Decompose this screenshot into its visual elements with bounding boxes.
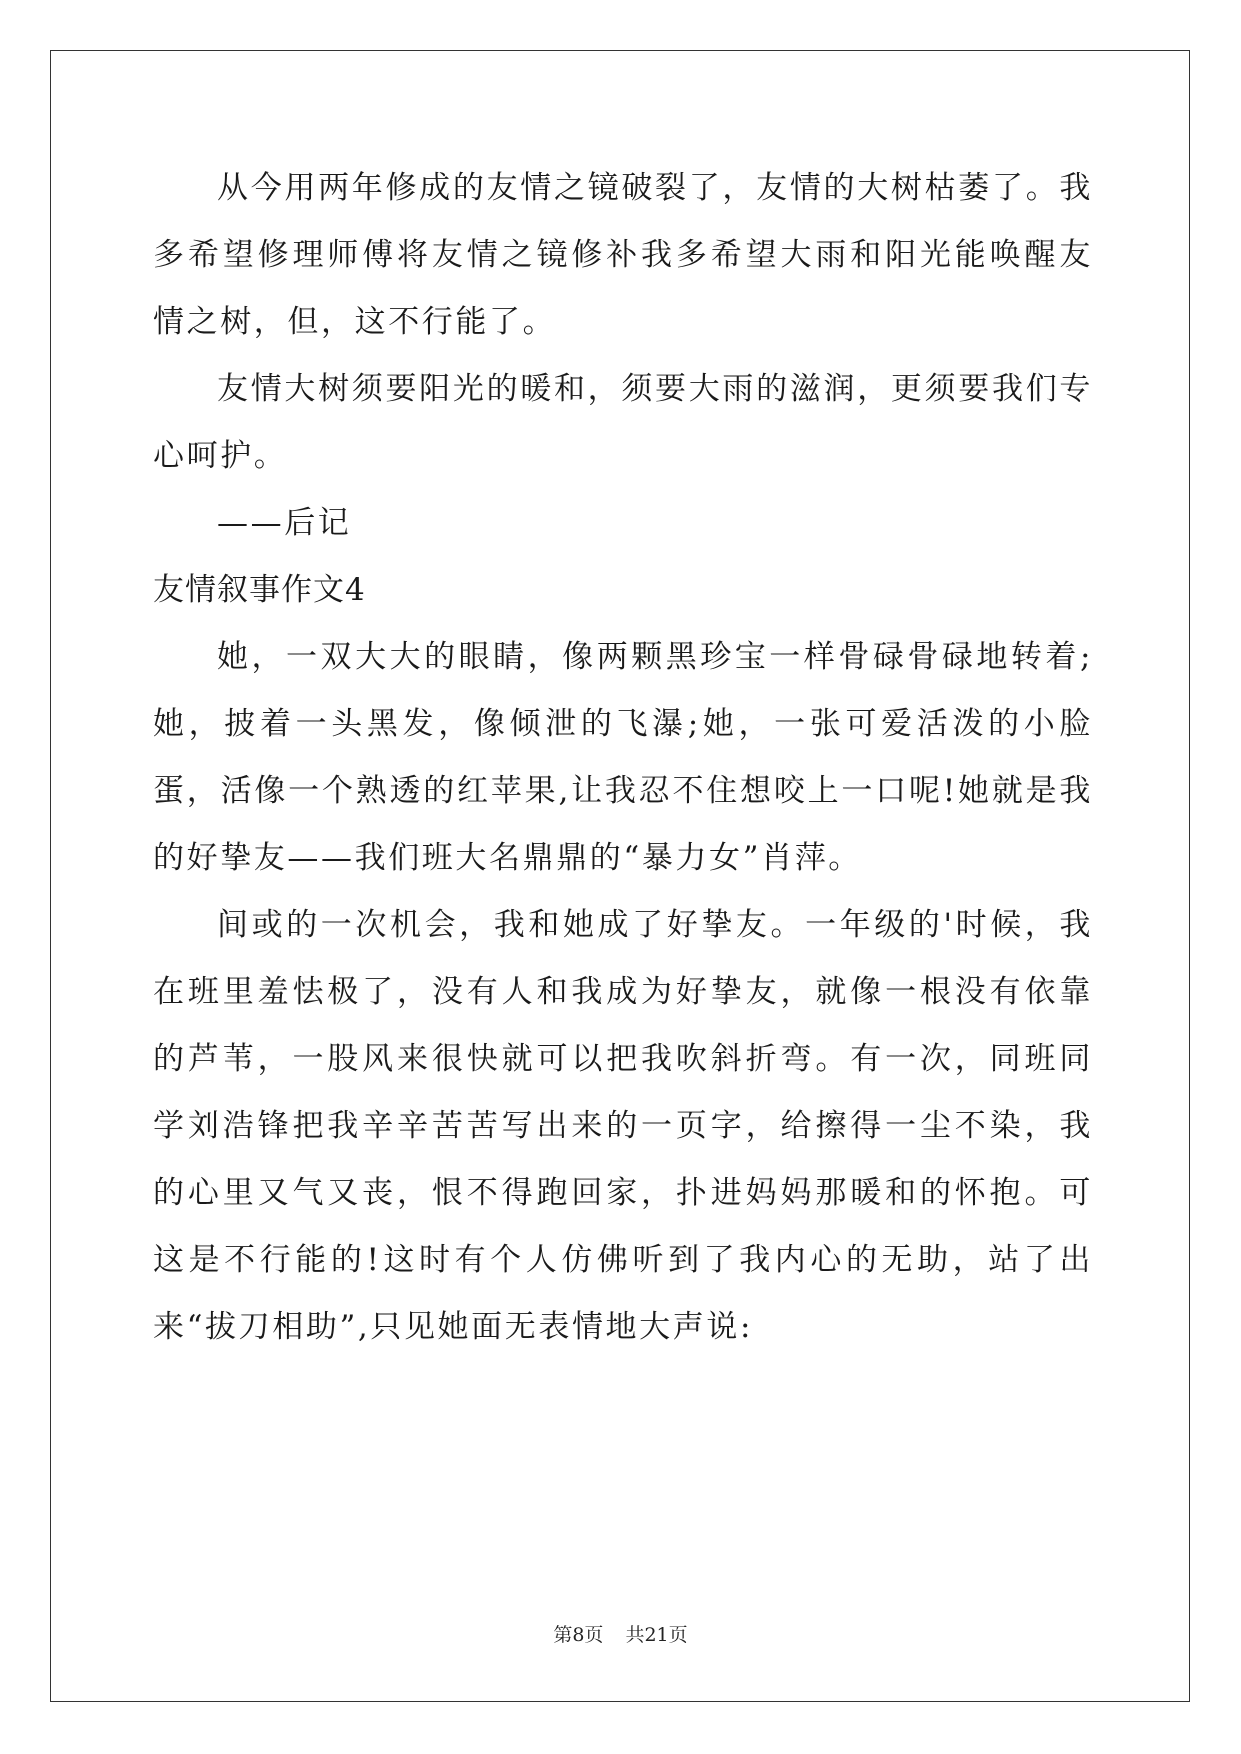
document-body	[153, 155, 1093, 1361]
section-title: 友情叙事作文4	[153, 572, 366, 608]
page-number: 第8页	[553, 1624, 604, 1646]
paragraph: 友情大树须要阳光的暖和，须要大雨的滋润，更须要我们专心呵护。	[153, 371, 1093, 474]
page-footer	[0, 1620, 1241, 1647]
paragraph: 从今用两年修成的友情之镜破裂了，友情的大树枯萎了。我多希望修理师傅将友情之镜修补我多希望大雨和阳光能唤醒友情之树，但，这不行能了。	[153, 170, 1093, 340]
page-total: 共21页	[625, 1624, 688, 1646]
paragraph: 她，一双大大的眼睛，像两颗黑珍宝一样骨碌骨碌地转着;她，披着一头黑发，像倾泄的飞瀑;她，一张可爱活泼的小脸蛋，活像一个熟透的红苹果,让我忍不住想咬上一口呢!她就是我的好挚友——我们班大名鼎鼎的“暴力女”肖萍。	[153, 639, 1093, 876]
afterword-signature: ——后记	[217, 505, 352, 541]
paragraph: 间或的一次机会，我和她成了好挚友。一年级的'时候，我在班里羞怯极了，没有人和我成为好挚友，就像一根没有依靠的芦苇，一股风来很快就可以把我吹斜折弯。有一次，同班同学刘浩锋把我辛辛苦苦写出来的一页字，给擦得一尘不染，我的心里又气又丧，恨不得跑回家，扑进妈妈那暖和的怀抱。可这是不行能的!这时有个人仿佛听到了我内心的无助，站了出来“拔刀相助”,只见她面无表情地大声说:	[153, 907, 1093, 1345]
